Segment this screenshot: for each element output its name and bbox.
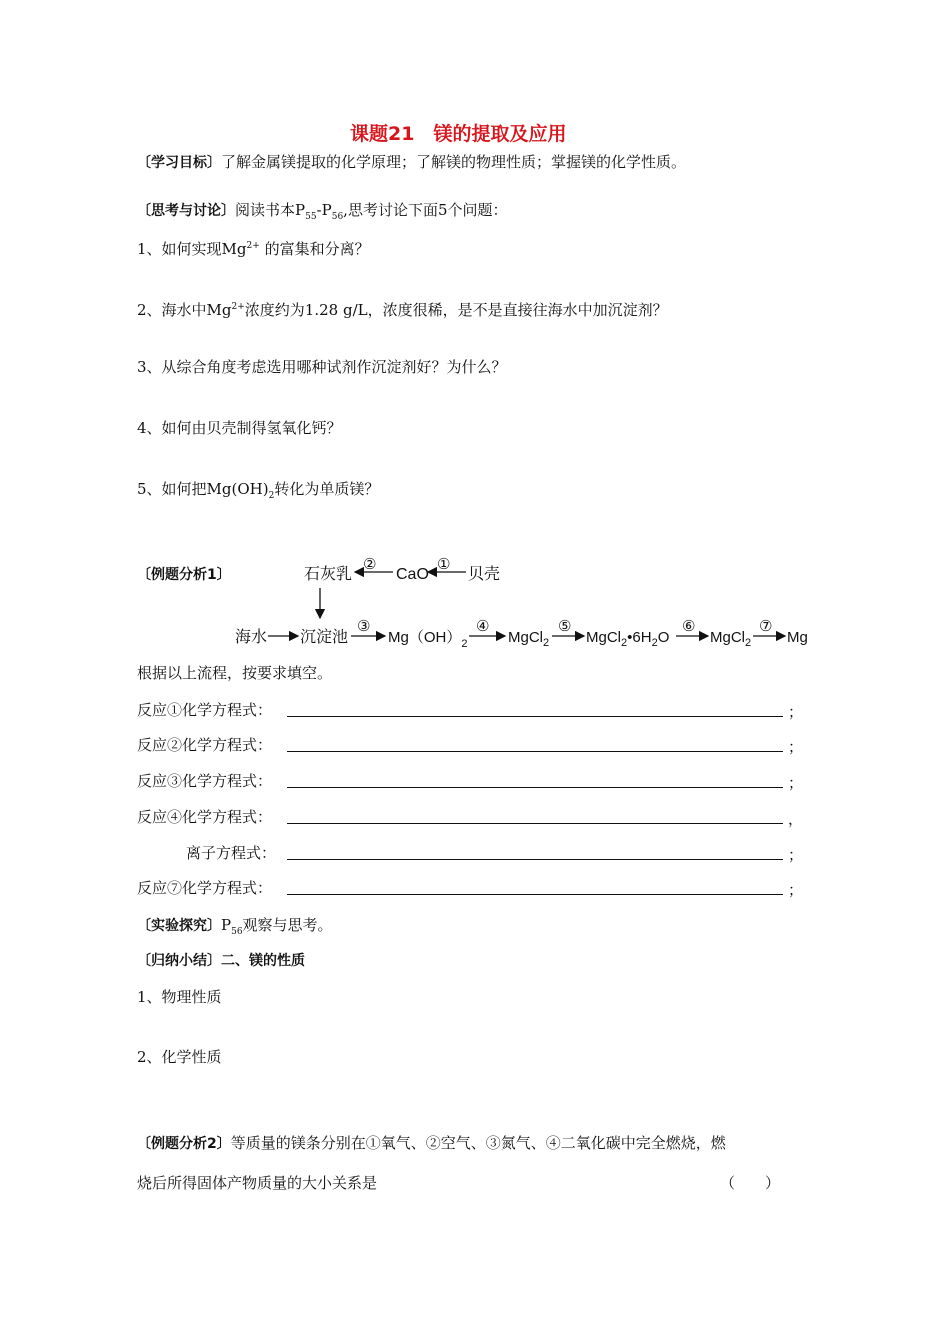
flow-hydrate-sub1: 2 <box>621 637 628 649</box>
step-7-label: ⑦ <box>759 618 773 635</box>
example2-label: 〔例题分析2〕 <box>137 1136 231 1152</box>
flow-shell: 贝壳 <box>468 566 501 583</box>
blank-end-2: ； <box>788 738 804 756</box>
blank-end-6: ； <box>788 881 804 899</box>
example2-line1 <box>137 1133 726 1154</box>
question-3: 3、从综合角度考虑选用哪种试剂作沉淀剂好？为什么？ <box>137 358 507 376</box>
step-2-label: ② <box>363 556 377 573</box>
answer-blank-1[interactable] <box>287 716 783 717</box>
flow-hydrate-sub2: 2 <box>651 637 658 649</box>
answer-blank-6[interactable] <box>287 894 783 895</box>
summary-item-2: 2、化学性质 <box>137 1048 222 1066</box>
objectives-line <box>137 152 686 173</box>
answer-blank-4[interactable] <box>287 823 783 824</box>
extraction-flow-diagram <box>0 552 950 672</box>
flow-cao: CaO <box>396 566 429 583</box>
step-3-label: ③ <box>357 618 371 635</box>
step-5-label: ⑤ <box>558 618 572 635</box>
question-1-charge: 2+ <box>246 241 260 251</box>
answer-parentheses[interactable]: （ ） <box>720 1174 781 1192</box>
discussion-page-end: 56 <box>331 212 344 222</box>
flow-mgcl2-a-text: MgCl <box>508 629 544 646</box>
question-5 <box>137 479 379 506</box>
flow-hydrate-dot: • <box>627 629 633 646</box>
question-5-rest: 转化为单质镁？ <box>274 480 380 498</box>
flow-mgcl2-b-text: MgCl <box>710 629 746 646</box>
objectives-label: 〔学习目标〕 <box>137 155 221 171</box>
flow-mgcl2-b-sub: 2 <box>745 637 752 649</box>
flow-mgcl2-a-sub: 2 <box>543 637 550 649</box>
step-1-label: ① <box>437 556 451 573</box>
flow-mgcl2-b <box>710 629 751 649</box>
blank-label-1: 反应①化学方程式： <box>137 701 273 719</box>
blank-end-3: ； <box>788 774 804 792</box>
experiment-label: 〔实验探究〕 <box>137 918 221 934</box>
blank-end-1: ； <box>788 703 804 721</box>
question-1 <box>137 236 370 259</box>
discussion-prefix: 阅读书本P <box>235 201 306 219</box>
question-2-text: 2、海水中Mg <box>137 301 232 319</box>
question-2 <box>137 297 668 320</box>
question-2-charge: 2+ <box>231 302 245 312</box>
flow-lime-milk: 石灰乳 <box>304 566 353 583</box>
question-4: 4、如何由贝壳制得氢氧化钙？ <box>137 419 342 437</box>
blank-end-5: ； <box>788 846 804 864</box>
summary-label: 〔归纳小结〕二、镁的性质 <box>137 953 305 969</box>
flow-mgcl2-a <box>508 629 549 649</box>
example2-text: 等质量的镁条分别在①氧气、②空气、③氮气、④二氧化碳中完全燃烧，燃 <box>230 1134 726 1152</box>
question-1-rest: 的富集和分离？ <box>259 240 370 258</box>
question-2-rest: 浓度约为1.28 g/L，浓度很稀，是不是直接往海水中加沉淀剂？ <box>244 301 668 319</box>
flow-mg: Mg <box>787 629 808 646</box>
experiment-page: 56 <box>231 927 243 937</box>
blank-label-6: 反应⑦化学方程式： <box>137 879 273 897</box>
flow-tank: 沉淀池 <box>300 629 349 646</box>
flow-mgoh2 <box>388 629 467 650</box>
discussion-label: 〔思考与讨论〕 <box>137 203 235 219</box>
flow-mgoh2-text: Mg（OH） <box>388 629 462 646</box>
blank-label-3: 反应③化学方程式： <box>137 772 273 790</box>
blank-end-4: ， <box>788 810 804 828</box>
flow-hydrate-water: 6H <box>632 629 652 646</box>
answer-blank-3[interactable] <box>287 787 783 788</box>
question-5-text: 5、如何把Mg(OH) <box>137 480 269 498</box>
question-1-text: 1、如何实现Mg <box>137 240 247 258</box>
step-4-label: ④ <box>476 618 490 635</box>
experiment-line <box>137 915 333 942</box>
blank-label-2: 反应②化学方程式： <box>137 736 273 754</box>
page-title: 课题21 镁的提取及应用 <box>350 123 567 145</box>
summary-item-1: 1、物理性质 <box>137 988 222 1006</box>
experiment-text: 观察与思考。 <box>242 916 333 934</box>
example2-line2: 烧后所得固体产物质量的大小关系是 <box>137 1174 378 1192</box>
answer-blank-5[interactable] <box>287 859 783 860</box>
discussion-line <box>137 200 508 227</box>
discussion-dash: -P <box>316 201 332 219</box>
blank-label-4: 反应④化学方程式： <box>137 808 273 826</box>
discussion-suffix: ,思考讨论下面5个问题： <box>343 201 508 219</box>
question-5-subscript: 2 <box>268 491 275 501</box>
flow-seawater: 海水 <box>235 629 268 646</box>
experiment-prefix: P <box>221 916 232 934</box>
flow-hydrate-text: MgCl <box>586 629 622 646</box>
objectives-text: 了解金属镁提取的化学原理；了解镁的物理性质；掌握镁的化学性质。 <box>221 153 687 171</box>
example1-label: 〔例题分析1〕 <box>137 567 231 583</box>
blank-label-5: 离子方程式： <box>186 844 277 862</box>
answer-blank-2[interactable] <box>287 751 783 752</box>
example1-instruction: 根据以上流程，按要求填空。 <box>137 664 333 682</box>
flow-mgoh2-sub: 2 <box>461 638 468 650</box>
discussion-page-start: 55 <box>305 212 317 222</box>
flow-hydrate <box>586 629 669 649</box>
step-6-label: ⑥ <box>682 618 696 635</box>
flow-hydrate-o: O <box>657 629 670 646</box>
